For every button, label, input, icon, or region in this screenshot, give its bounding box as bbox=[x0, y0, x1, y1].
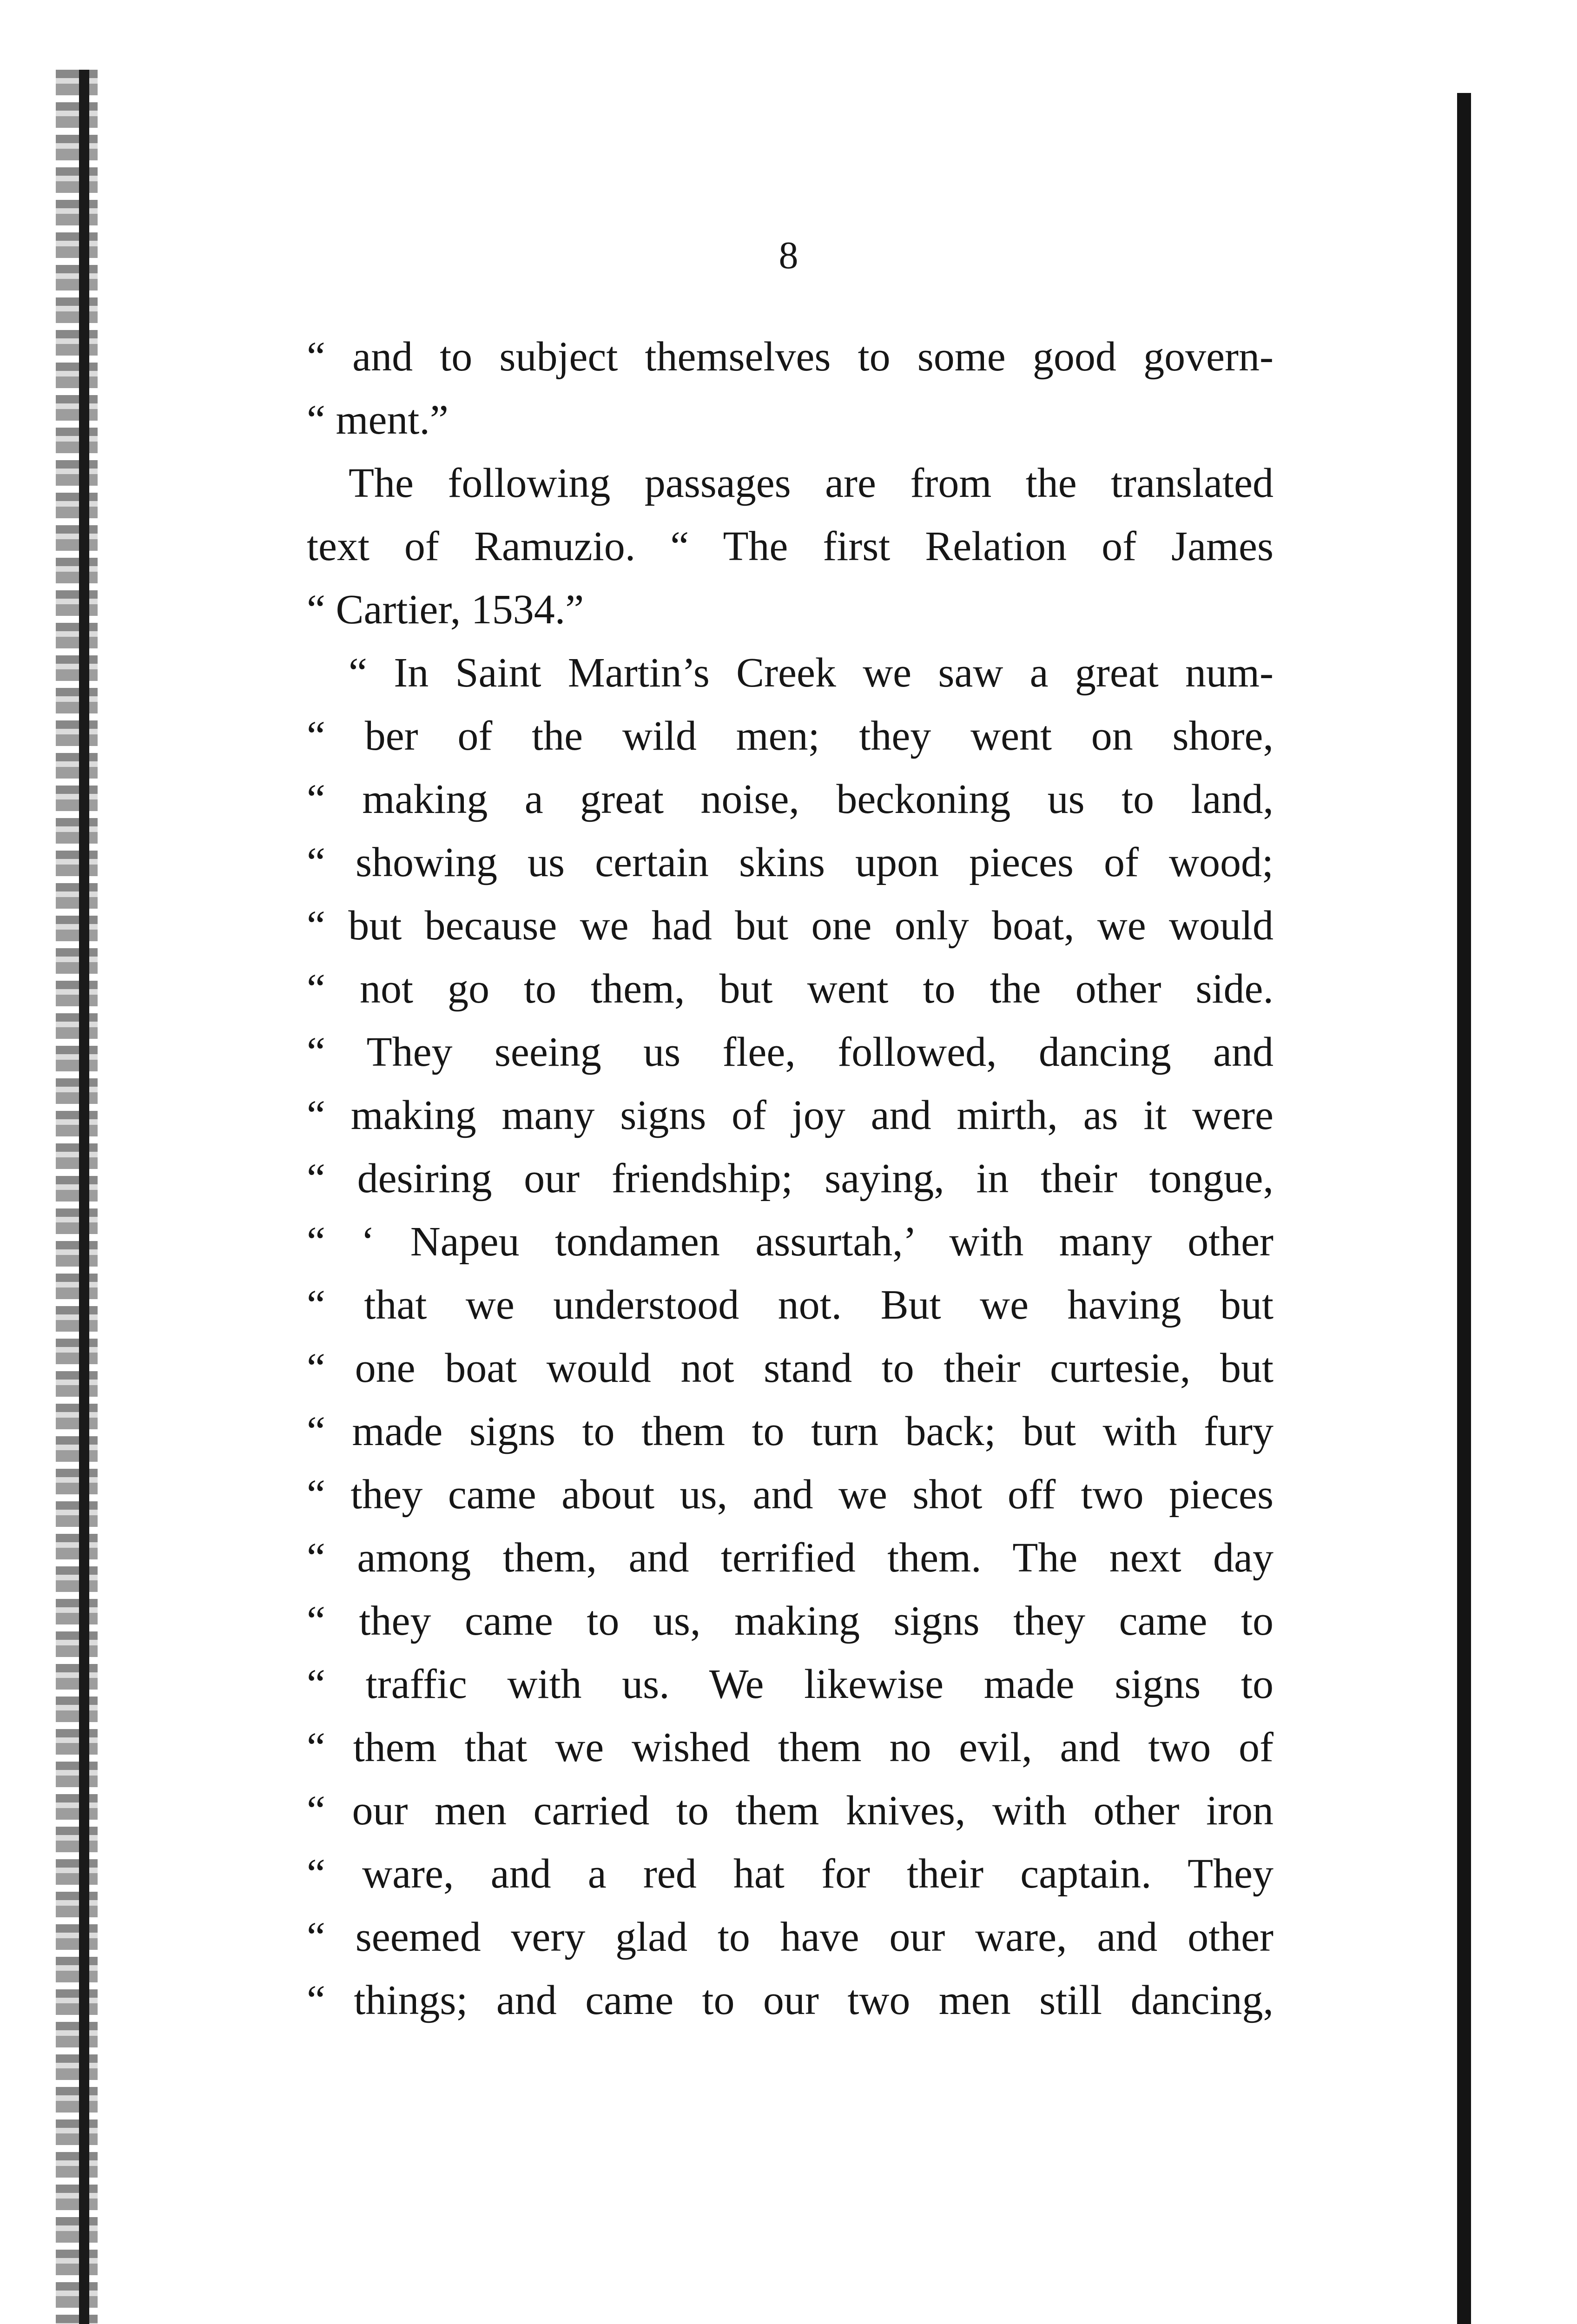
text-line: “ they came to us, making signs they came to bbox=[307, 1598, 1273, 1644]
text-line: “ desiring our friendship; saying, in their tongue, bbox=[307, 1155, 1273, 1202]
text-line: “ they came about us, and we shot off two pieces bbox=[307, 1472, 1273, 1518]
text-line: “ them that we wished them no evil, and two of bbox=[307, 1724, 1273, 1770]
text-line: “ Cartier, 1534.” bbox=[307, 587, 584, 633]
page-edge-right bbox=[1457, 93, 1471, 2324]
text-line: “ ware, and a red hat for their captain. They bbox=[307, 1851, 1273, 1897]
page-number: 8 bbox=[779, 234, 798, 277]
text-line: “ but because we had but one only boat, we would bbox=[307, 903, 1273, 949]
text-line: “ ‘ Napeu tondamen assurtah,’ with many other bbox=[307, 1219, 1273, 1265]
text-line: “ our men carried to them knives, with other iron bbox=[307, 1788, 1273, 1834]
text-line: “ ment.” bbox=[307, 397, 449, 443]
text-line: “ They seeing us flee, followed, dancing and bbox=[307, 1029, 1273, 1075]
text-line: “ making a great noise, beckoning us to land, bbox=[307, 776, 1273, 822]
text-line: “ traffic with us. We likewise made signs to bbox=[307, 1661, 1273, 1707]
text-line: The following passages are from the translated bbox=[349, 460, 1273, 506]
text-line: “ among them, and terrified them. The next day bbox=[307, 1535, 1273, 1581]
text-line: “ making many signs of joy and mirth, as it were bbox=[307, 1092, 1273, 1138]
text-line: “ not go to them, but went to the other side. bbox=[307, 966, 1273, 1012]
text-line: “ ber of the wild men; they went on shore, bbox=[307, 713, 1273, 759]
text-line: “ seemed very glad to have our ware, and other bbox=[307, 1914, 1273, 1960]
text-line: “ showing us certain skins upon pieces of wood; bbox=[307, 839, 1273, 885]
text-line: “ made signs to them to turn back; but with fury bbox=[307, 1408, 1273, 1454]
text-line: “ and to subject themselves to some good govern- bbox=[307, 334, 1273, 380]
text-line: “ In Saint Martin’s Creek we saw a great num- bbox=[349, 650, 1273, 696]
text-line: “ that we understood not. But we having but bbox=[307, 1282, 1273, 1328]
body-text bbox=[307, 325, 1273, 2032]
binding-edge-left bbox=[79, 70, 89, 2324]
text-line: “ one boat would not stand to their curtesie, but bbox=[307, 1345, 1273, 1391]
text-line: “ things; and came to our two men still dancing, bbox=[307, 1977, 1273, 2023]
text-line: text of Ramuzio. “ The first Relation of James bbox=[307, 523, 1273, 569]
binding-shadow-left bbox=[56, 70, 98, 2324]
